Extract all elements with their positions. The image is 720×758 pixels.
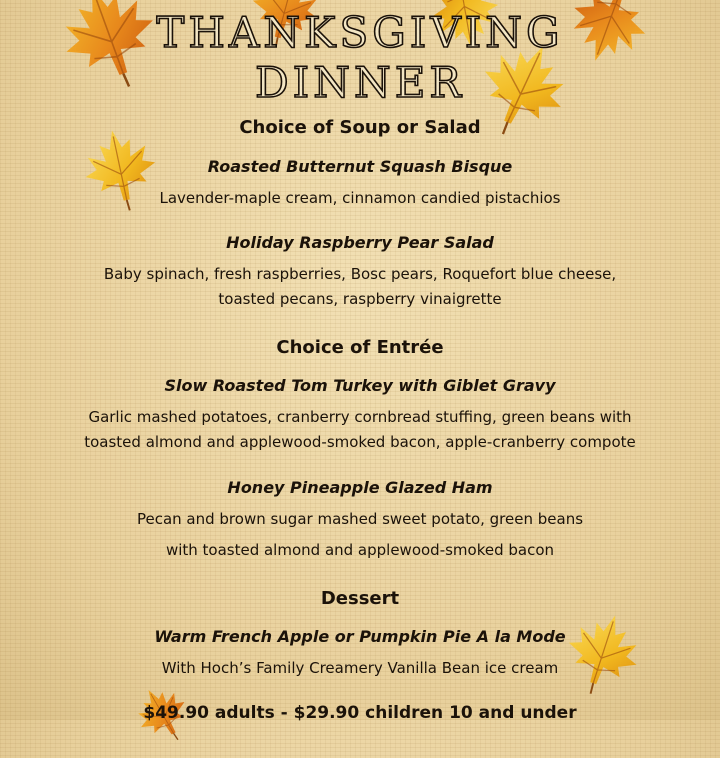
maple-leaf-icon (544, 599, 661, 709)
dish-name-turkey: Slow Roasted Tom Turkey with Giblet Gravy (164, 376, 556, 395)
dish-name-pear-salad: Holiday Raspberry Pear Salad (226, 233, 494, 252)
menu-title-line-1: THANKSGIVING (156, 8, 564, 57)
dish-description: Pecan and brown sugar mashed sweet potato, green beans (136, 510, 584, 528)
dish-description: Lavender-maple cream, cinnamon candied pistachios (159, 189, 561, 207)
dish-name-pie: Warm French Apple or Pumpkin Pie A la Mode (154, 627, 566, 646)
menu-title-line-2: DINNER (254, 58, 466, 107)
dish-name-ham: Honey Pineapple Glazed Ham (227, 478, 493, 497)
dish-name-squash-bisque: Roasted Butternut Squash Bisque (207, 157, 513, 176)
section-heading-dessert: Dessert (320, 588, 400, 609)
dish-description: Baby spinach, fresh raspberries, Bosc pears, Roquefort blue cheese, (103, 265, 617, 283)
price-line: $49.90 adults - $29.90 children 10 and under (143, 703, 577, 723)
section-heading-soup-salad: Choice of Soup or Salad (239, 117, 481, 138)
dish-description: With Hoch’s Family Creamery Vanilla Bean ice cream (161, 659, 559, 677)
dish-description: toasted almond and applewood-smoked bacon, apple-cranberry compote (84, 433, 636, 451)
section-heading-entree: Choice of Entrée (276, 337, 444, 358)
dish-description: with toasted almond and applewood-smoked bacon (165, 541, 555, 559)
dish-description: Garlic mashed potatoes, cranberry cornbread stuffing, green beans with (88, 408, 632, 426)
dish-description: toasted pecans, raspberry vinaigrette (218, 290, 502, 308)
